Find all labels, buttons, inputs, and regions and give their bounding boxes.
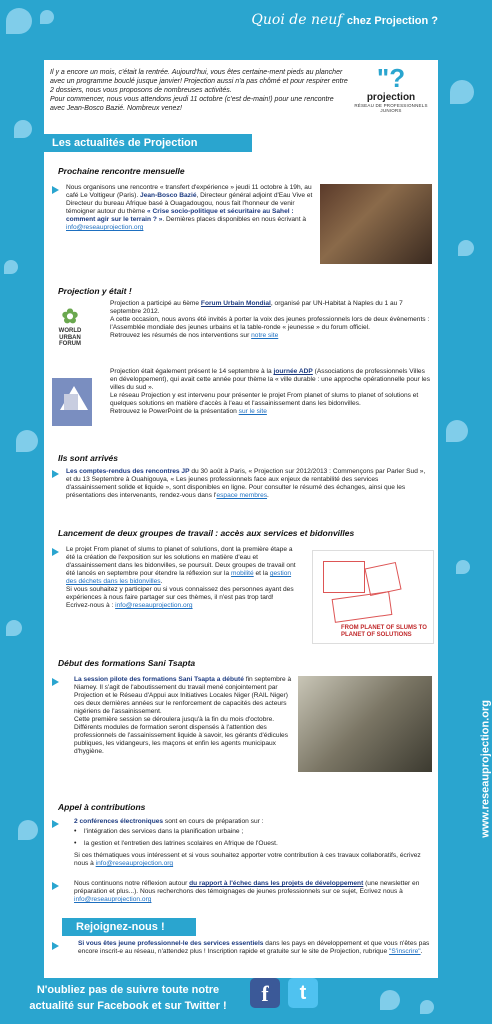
facebook-icon[interactable]: f [250, 978, 280, 1008]
twitter-icon[interactable]: t [288, 978, 318, 1008]
appel-email-2-link[interactable]: info@reseauprojection.org [74, 896, 152, 903]
section-title-arrives: Ils sont arrivés [58, 453, 119, 463]
section-title-sani: Début des formations Sani Tsapta [58, 658, 196, 668]
rapport-echec-link[interactable]: du rapport à l'échec dans les projets de développement [189, 880, 364, 887]
appel-text-2: Si ces thématiques vous intéressent et si vous souhaitez apporter votre contribution à ces travaux collaboratifs, écrivez nous à info@reseauprojection.org [74, 852, 421, 867]
arrow-icon [52, 678, 59, 686]
arrow-icon [52, 470, 59, 478]
plan-caption: FROM PLANET OF SLUMS TO PLANET OF SOLUTIONS [341, 625, 427, 638]
header-title [251, 12, 438, 28]
section-bar-rejoignez: Rejoignez-nous ! [62, 918, 196, 936]
arrow-icon [52, 820, 59, 828]
adp-site-link[interactable]: sur le site [238, 408, 267, 415]
arrow-icon [52, 882, 59, 890]
header-subtitle: chez Projection ? [346, 15, 438, 27]
sani-link[interactable]: La session pilote des formations Sani Tsapta a débuté [74, 676, 244, 683]
adp-text: Projection était également présent le 14 septembre à la journée ADP (Associations de professionnels Villes en développement), qui avait cette année pour thème la « ville durable : une approche opérationnelle pour les villes du sud ». Le réseau Projection y est intervenu pour présenter le projet From planet of slums to planet of solutions et quelques solutions en matière d'accès à l'eau et l'assainissement dans les bidonvilles. Retrouvez le PowerPoint de la présentation sur le site [110, 368, 431, 415]
rencontre-speaker-name: Jean-Bosco Bazié [140, 192, 197, 199]
logo-name: projection [366, 92, 416, 103]
adp-link[interactable]: journée ADP [273, 368, 313, 375]
appel-bullet-1: l'intégration des services dans la planification urbaine ; [84, 828, 244, 835]
appel-text: 2 conférences électroniques sont en cours de préparation sur : [74, 818, 264, 825]
sani-text: La session pilote des formations Sani Tsapta a débuté fin septembre à Niamey. Il s'agit de l'aboutissement du travail mené conjointement par Projection et le Réseau d'Appui aux Initiatives Locales Niger (RAIL Niger) ces deux dernières années sur le renforcement de capacités des acteurs nigériens de l'assainissement. Cette première session se déroulera jusqu'à la fin du mois d'octobre. Différents modules de formation seront dispensés à l'attention des professionnels de l'assainissement liquide à savoir, les gérants d'édicules publiques, les vidangeurs, les maçons et enfin les agents municipaux d'hygiène. [74, 676, 292, 755]
appel-link[interactable]: 2 conférences électroniques [74, 818, 164, 825]
bullet-icon: • [74, 828, 77, 835]
sani-training-photo [298, 676, 432, 772]
rejoignez-text: Si vous êtes jeune professionnel-le des services essentiels dans les pays en développement et que vous n'êtes pas encore inscrit-e au réseau, n'attendez plus ! Inscription rapide et gratuite sur le site de Projection, rubrique "S'inscrire". [78, 940, 430, 955]
arrives-link[interactable]: Les comptes-rendus des rencontres JP [66, 468, 190, 475]
footer-text [8, 982, 248, 1014]
rencontre-photo [320, 184, 432, 264]
rencontre-text: Nous organisons une rencontre « transfert d'expérience » jeudi 11 octobre à 19h, au café Le Voltigeur (Paris). Jean-Bosco Bazié, Directeur général adjoint d'Eau Vive et Directeur du bureau Afrique basé à Ouagadougou, nous fait l'honneur de venir témoigner autour du thème « Crise socio-politique et sécuritaire au Sahel : comment agir sur le terrain ? ». Dernières places disponibles en nous écrivant à info@reseauprojection.org [66, 184, 313, 231]
inscrire-link[interactable]: "S'inscrire" [388, 948, 421, 955]
logo-tagline: RÉSEAU DE PROFESSIONNELS JUNIORS [354, 103, 428, 113]
bullet-icon: • [74, 840, 77, 847]
adp-logo [52, 378, 92, 426]
appel-email-link[interactable]: info@reseauprojection.org [95, 860, 174, 867]
vertical-website-url[interactable]: www.reseauprojection.org [480, 700, 492, 838]
footer-line-1: N'oubliez pas de suivre toute notre [36, 984, 220, 996]
travail-email-link[interactable]: info@reseauprojection.org [115, 602, 193, 609]
intro-paragraph-1: Il y a encore un mois, c'était la rentrée. Aujourd'hui, vous êtes certaine-ment pieds au plancher avec un programme bouclé jusque janvier! Projection aussi n'a pas chômé et pour respirer entre 2 dossiers, nous vous proposons de nombreuses activités. [50, 69, 348, 94]
arrow-icon [52, 548, 59, 556]
footer-line-2: actualité sur Facebook et sur Twitter ! [29, 1000, 227, 1012]
rencontre-email-link[interactable]: info@reseauprojection.org [66, 224, 144, 231]
wuf-site-link[interactable]: notre site [251, 332, 279, 339]
intro-text [50, 68, 350, 113]
wuf-link[interactable]: Forum Urbain Mondial [200, 300, 271, 307]
appel-bullet-2: la gestion et l'entretien des latrines scolaires en Afrique de l'Ouest. [84, 840, 278, 847]
slums-plan-illustration [312, 550, 434, 644]
arrow-icon [52, 186, 59, 194]
logo-mark-icon: "? [376, 63, 406, 93]
world-urban-forum-logo: ✿ WORLD URBAN FORUM [58, 306, 82, 347]
rencontre-theme: « Crise socio-politique et sécuritaire au Sahel : comment agir sur le terrain ? » [66, 208, 294, 223]
intro-paragraph-2: Pour commencer, nous vous attendons jeudi 11 octobre (c'est de-main!) pour une rencontre avec Jean-Bosco Bazié. Nombreux venez! [50, 96, 334, 112]
wuf-text: Projection a participé au 6ème Forum Urbain Mondial, organisé par UN-Habitat à Naples du 1 au 7 septembre 2012. A cette occasion, nous avons été invités à porter la voix des jeunes professionnels lors de deux évènements : l'Assemblée mondiale des jeunes urbains et la table-ronde « jeunesse » du forum officiel. Retrouvez les résumés de nos interventions sur notre site [110, 300, 430, 339]
section-title-rencontre: Prochaine rencontre mensuelle [58, 166, 185, 176]
newsletter-panel [44, 60, 438, 978]
appel-text-3: Nous continuons notre réflexion autour du rapport à l'échec dans les projets de développement (une newsletter en préparation et plus...). Nous recherchons des témoignages de jeunes professionnels sur ce sujet, Ecrivez nous à info@reseauprojection.org [74, 880, 420, 903]
arrives-text: Les comptes-rendus des rencontres JP du 30 août à Paris, « Projection sur 2012/2013 : Commençons par Parler Sud », et du 13 Septembre à Ouahigouya, « Les jeunes professionnels face aux enjeux de rentabilité des services d'assainissement solide et liquide », sont disponibles en ligne. Pour consulter le résumé des échanges, ainsi que les présentations des intervenants, rendez-vous dans l'espace membres. [66, 468, 426, 499]
projection-logo [350, 64, 432, 113]
section-title-travail: Lancement de deux groupes de travail : accès aux services et bidonvilles [58, 528, 355, 538]
members-space-link[interactable]: espace membres [216, 492, 268, 499]
arrow-icon [52, 942, 59, 950]
section-title-appel: Appel à contributions [58, 802, 146, 812]
section-bar-actualites: Les actualités de Projection [44, 134, 252, 152]
mobilite-link[interactable]: mobilité [230, 570, 254, 577]
travail-text: Le projet From planet of slums to planet of solutions, dont la première étape a été la création de l'exposition sur les solutions en matière d'eau et d'assainissement dans les bidonvilles, se poursuit. Deux groupes de travail ont été lancés en septembre pour étendre la réflexion sur la mobilité et la gestion des déchets dans les bidonvilles. Si vous souhaitez y participer ou si vous connaissez des personnes ayant des expériences à nous faire partager sur ces thèmes, il n'est pas trop tard! Ecrivez-nous à : info@reseauprojection.org [66, 546, 296, 609]
section-title-y-etait: Projection y était ! [58, 286, 132, 296]
header-main-title: Quoi de neuf [251, 12, 343, 28]
dechets-link[interactable]: gestion des déchets dans les bidonvilles [66, 570, 292, 585]
